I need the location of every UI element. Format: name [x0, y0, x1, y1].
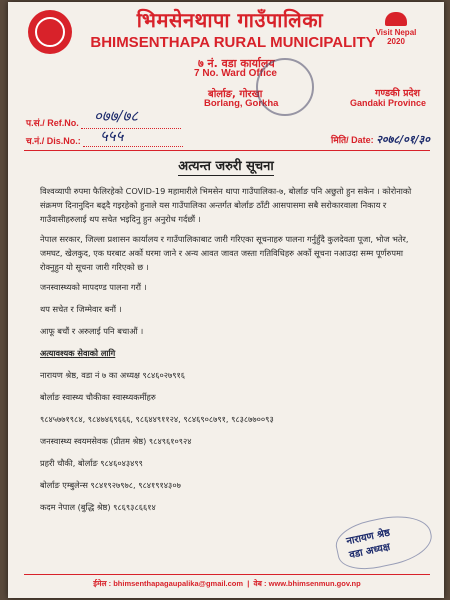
notice-paragraph-1: विश्वव्यापी रुपमा फैलिरहेको COVID-19 महामारीले भिमसेन थापा गाउँपालिका-७, बोर्लाङ पनि अछुतो हुन सकेन । कोरोनाको संक्रमण दिनानुदिन बढ्दै गइरहेको हुनाले यस गाउँपालिका अन्तर्गत बोर्लाङ ठाँटी आसपासमा सबै सरोकारवाला निकाय र गाउँवासीहरुलाई थप सचेत भइदिनु हुन अनुरोध गर्दछौं । [40, 186, 412, 224]
contact-ambulance: बोर्लाङ एम्बुलेन्स ९८४१९२७९७८, ९८४१९१४३०७ [40, 480, 181, 490]
notice-line-3: आफू बचौं र अरुलाई पनि बचाऔं । [40, 326, 144, 336]
footer: ईमेल : bhimsenthapagaupalika@gmail.com | वेब : www.bhimsenmun.gov.np [24, 574, 430, 589]
date-value: २०७८/०१/३० [376, 133, 430, 146]
contact-ward-chair: नारायण श्रेष्ठ, वडा नं ७ का अध्यक्ष ९८४६०२७९१६ [40, 370, 186, 380]
notice-line-1: जनस्वास्थ्यको मापदण्ड पालना गरौं । [40, 282, 147, 292]
province-english: Gandaki Province [349, 98, 426, 108]
visit-nepal-logo-icon [368, 12, 424, 52]
signatory-name: नारायण श्रेष्ठ [345, 527, 392, 548]
visit-nepal-logo-text: Visit Nepal 2020 [375, 28, 417, 46]
ref-number-value: ०७७/७८ [94, 107, 139, 125]
municipality-name-nepali: भिमसेनथापा गाउँपालिका [136, 8, 324, 32]
notice-document [8, 2, 444, 598]
ward-office-nepali: ७ नं. वडा कार्यालय [198, 57, 275, 70]
date-row [331, 132, 430, 147]
location-nepali: बोर्लाङ, गोरखा [208, 89, 263, 100]
ref-label: प.सं./ Ref.No. [26, 118, 79, 128]
date-label: मिति/ Date: [331, 135, 374, 145]
services-heading: अत्यावश्यक सेवाको लागि [40, 348, 116, 358]
signatory-title: वडा अध्यक्ष [348, 541, 392, 562]
office-seal-stamp [256, 58, 314, 116]
notice-body [40, 184, 418, 522]
nepal-emblem-icon [28, 10, 72, 54]
dispatch-label: च.नं./ Dis.No.: [26, 136, 81, 146]
footer-email: ईमेल : bhimsenthapagaupalika@gmail.com [93, 579, 244, 588]
dispatch-number-value: ५५५ [100, 127, 124, 145]
header-divider [24, 150, 430, 151]
notice-title: अत्यन्त जरुरी सूचना [178, 159, 274, 174]
contact-health-post: बोर्लाङ स्वास्थ्य चौकीका स्वास्थ्यकर्मीहरु [40, 392, 156, 402]
notice-line-2: थप सचेत र जिम्मेवार बनौं । [40, 304, 122, 314]
contact-kadam-nepal: कदम नेपाल (बुद्धि श्रेष्ठ) ९८६९३८६६१४ [40, 502, 156, 512]
footer-website: वेब : www.bhimsenmun.gov.np [253, 579, 361, 588]
ward-office-english: 7 No. Ward Office [194, 68, 277, 79]
province-nepali: गण्डकी प्रदेश [375, 88, 420, 99]
location-english: Borlang, Gorkha [204, 98, 279, 109]
contact-volunteer: जनस्वास्थ्य स्वयमसेवक (प्रीतम श्रेष्ठ) ९८४९६१०९२४ [40, 436, 192, 446]
contact-health-numbers: ९८४५७७१९८४, ९८४७४६९६६६, ९८६४४९११२४, ९८४६९०८७९१, ९८३८७७००९३ [40, 414, 274, 424]
contact-police: प्रहरी चौकी, बोर्लाङ ९८४६०४३४९९ [40, 458, 143, 468]
municipality-name-english: BHIMSENTHAPA RURAL MUNICIPALITY [90, 34, 376, 51]
notice-paragraph-2: नेपाल सरकार, जिल्ला प्रशासन कार्यालय र गाउँपालिकाबाट जारी गरिएका सूचनाहरु पालना गर्नुहुँदै कुलदेवता पूजा, भोज भतेर, जमघट, खेलकुद, एक घरबाट अर्को घरमा जाने र अन्य आवत जावत जस्ता गतिविधिहरु अर्को सूचना नआउदा सम्म पूर्णरुपमा रोक्नुहुन यो सूचना जारी गरिएको छ । [40, 234, 409, 272]
